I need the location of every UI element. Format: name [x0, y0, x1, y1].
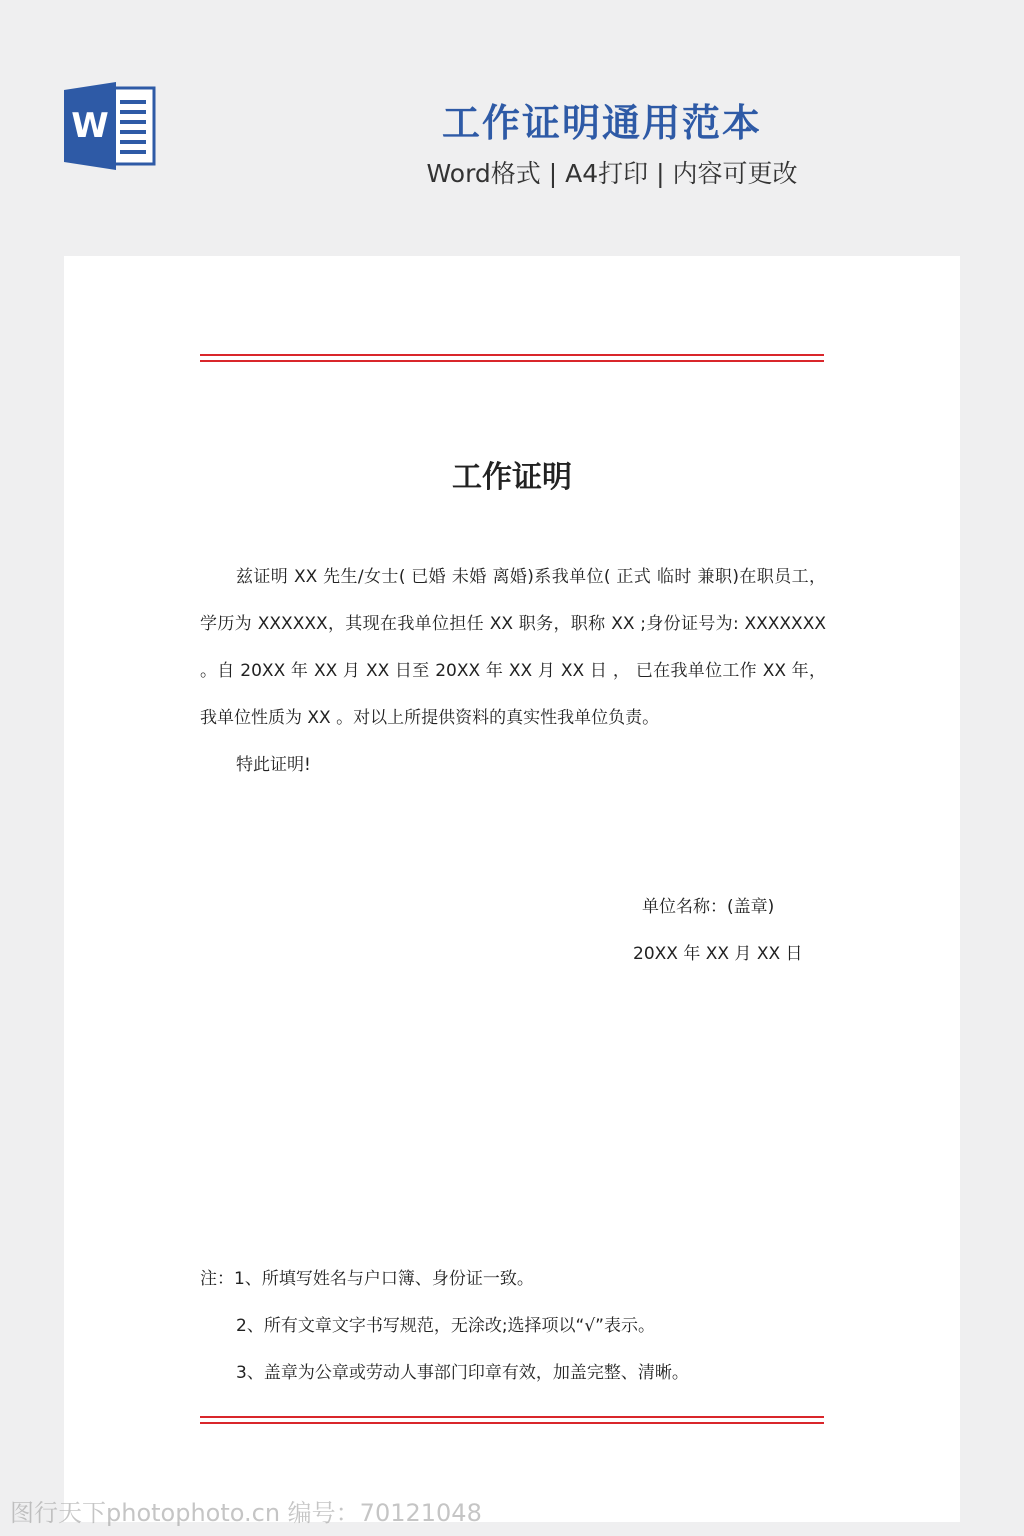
body-paragraph: 兹证明 XX 先生/女士( 已婚 未婚 离婚)系我单位( 正式 临时 兼职)在职员工，学历为 XXXXXX，其现在我单位担任 XX 职务，职称 XX ;身份证号为: XXXXXXX 。自 20XX 年 XX 月 XX 日至 20XX 年 XX 月 XX 日 ， 已在我单位工作 XX 年，我单位性质为 XX 。对以上所提供资料的真实性我单位负责。 — [200, 567, 826, 728]
top-double-rule — [200, 354, 824, 362]
document-title: 工作证明 — [452, 460, 572, 495]
notes-section — [200, 1256, 689, 1397]
signature-date: 20XX 年 XX 月 XX 日 — [633, 944, 803, 964]
document-sheet — [64, 256, 960, 1522]
note-item: 2、所有文章文字书写规范，无涂改;选择项以“√”表示。 — [236, 1316, 655, 1336]
page-header — [0, 0, 1024, 240]
watermark-text: 图行天下photophoto.cn 编号：70121048 — [10, 1499, 482, 1527]
note-item: 注：1、所填写姓名与户口簿、身份证一致。 — [200, 1269, 534, 1289]
word-icon-letter: W — [71, 106, 109, 146]
signature-name: 单位名称：(盖章) — [642, 897, 775, 917]
bottom-double-rule — [200, 1416, 824, 1424]
closing-paragraph: 特此证明! — [236, 755, 311, 775]
page-title: 工作证明通用范本 — [441, 101, 762, 145]
note-item: 3、盖章为公章或劳动人事部门印章有效，加盖完整、清晰。 — [236, 1363, 689, 1383]
page-subtitle: Word格式 | A4打印 | 内容可更改 — [426, 159, 798, 188]
document-body — [200, 554, 826, 789]
